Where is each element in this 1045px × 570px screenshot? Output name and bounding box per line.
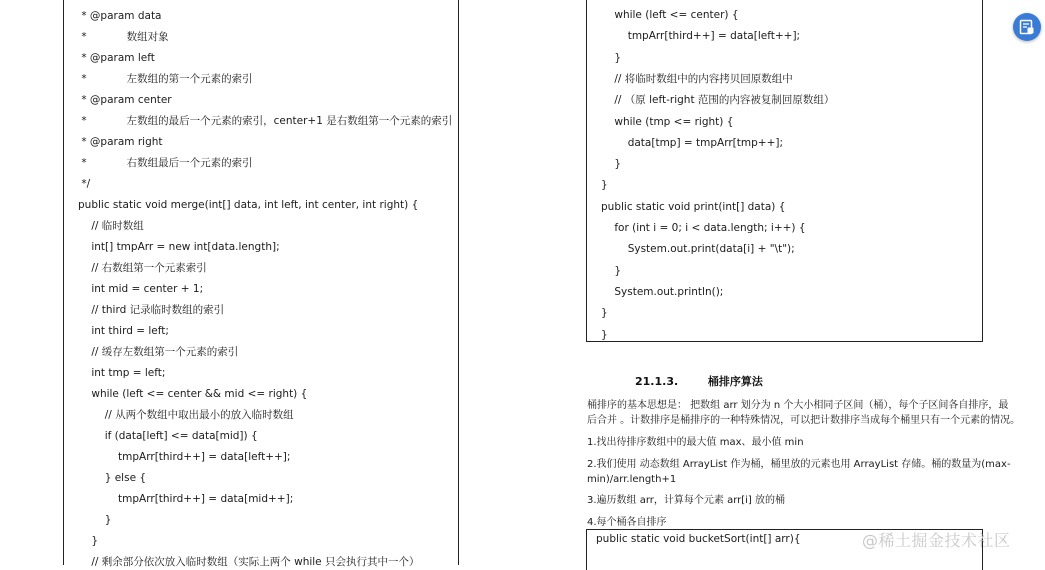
code-line: } [78, 535, 99, 547]
code-line: tmpArr[third++] = data[mid++]; [78, 493, 294, 505]
print-code-block [586, 0, 983, 342]
code-line: while (left <= center) { [601, 9, 739, 21]
code-line: } [601, 307, 608, 320]
code-line: * @param data [78, 10, 162, 22]
paragraph-intro-line-1: 桶排序的基本思想是： 把数组 arr 划分为 n 个大小相同子区间（桶），每个子区间各自排序，最 [587, 400, 1009, 411]
code-line: * 右数组最后一个元素的索引 [78, 157, 253, 169]
code-line: * @param right [78, 136, 163, 148]
code-line: } [601, 264, 622, 277]
paragraph-intro-line-2: 后合并 。计数排序是桶排序的一种特殊情况，可以把计数排序当成每个桶里只有一个元素的情况。 [587, 415, 1021, 426]
section-number: 21.1.3. [635, 375, 679, 388]
code-line: if (data[left] <= data[mid]) { [78, 430, 258, 442]
code-line: } [601, 179, 608, 192]
step-1: 1.找出待排序数组中的最大值 max、最小值 min [587, 437, 804, 448]
code-line: // 剩余部分依次放入临时数组（实际上两个 while 只会执行其中一个） [78, 556, 420, 568]
section-heading [635, 373, 763, 389]
code-line: } [601, 51, 622, 64]
reader-mode-button[interactable] [1013, 13, 1041, 41]
code-line: // 临时数组 [78, 220, 144, 232]
code-line: // 将临时数组中的内容拷贝回原数组中 [601, 72, 793, 85]
code-line: * 左数组的第一个元素的索引 [78, 73, 253, 85]
code-line: while (tmp <= right) { [601, 115, 734, 128]
reader-mode-icon [1019, 19, 1035, 35]
watermark: @稀土掘金技术社区 [862, 531, 1011, 550]
code-line: // （原 left-right 范围的内容被复制回原数组） [601, 94, 835, 107]
code-line: while (left <= center && mid <= right) { [78, 388, 308, 400]
step-3: 3.遍历数组 arr，计算每个元素 arr[i] 放的桶 [587, 495, 786, 506]
code-line: * 数组对象 [78, 31, 169, 43]
code-line: } [601, 328, 608, 341]
code-line: System.out.println(); [601, 285, 724, 298]
code-line: tmpArr[third++] = data[left++]; [601, 30, 801, 43]
code-line: // third 记录临时数组的索引 [78, 304, 225, 316]
code-line: } [78, 514, 112, 526]
code-line: public static void print(int[] data) { [601, 200, 786, 213]
code-line: * @param left [78, 52, 155, 64]
code-line: System.out.print(data[i] + "\t"); [601, 243, 795, 256]
code-line: } [601, 158, 622, 171]
code-line: // 右数组第一个元素索引 [78, 262, 207, 274]
code-line: for (int i = 0; i < data.length; i++) { [601, 222, 806, 234]
left-document-page [63, 0, 459, 568]
code-line: int third = left; [78, 325, 169, 337]
step-2-line-1: 2.我们使用 动态数组 ArrayList 作为桶，桶里放的元素也用 ArrayList 存储。桶的数量为(max- [587, 459, 1011, 470]
code-line: public static void merge(int[] data, int left, int center, int right) { [78, 199, 419, 211]
code-line: data[tmp] = tmpArr[tmp++]; [601, 136, 784, 149]
step-4: 4.每个桶各自排序 [587, 517, 667, 528]
code-line: int mid = center + 1; [78, 283, 204, 295]
code-line: * 左数组的最后一个元素的索引，center+1 是右数组第一个元素的索引 [78, 115, 453, 127]
code-line: int tmp = left; [78, 367, 166, 379]
bucket-sort-signature: public static void bucketSort(int[] arr){ [596, 533, 801, 545]
code-line: */ [78, 178, 91, 190]
code-line: tmpArr[third++] = data[left++]; [78, 451, 291, 463]
code-line: int[] tmpArr = new int[data.length]; [78, 241, 280, 253]
code-line: // 从两个数组中取出最小的放入临时数组 [78, 409, 294, 421]
right-document-page [555, 0, 1021, 565]
code-line: * @param center [78, 94, 172, 106]
section-title: 桶排序算法 [707, 375, 763, 388]
code-line: } else { [78, 472, 147, 484]
code-line: // 缓存左数组第一个元素的索引 [78, 346, 239, 358]
step-2-line-2: min)/arr.length+1 [587, 474, 677, 485]
